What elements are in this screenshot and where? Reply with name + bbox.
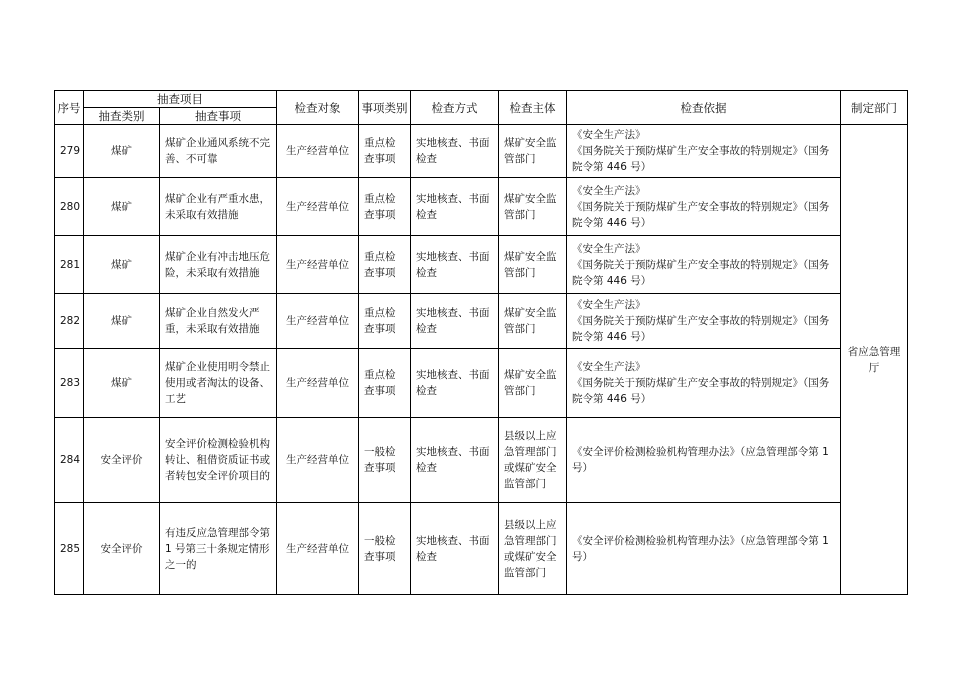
table-row: [55, 294, 908, 349]
row-category: 煤矿: [84, 349, 160, 418]
table-row: [55, 418, 908, 503]
row-type: 一般检查事项: [359, 418, 411, 503]
row-basis: [567, 125, 841, 178]
row-category: 煤矿: [84, 294, 160, 349]
row-subject: 煤矿安全监管部门: [499, 294, 567, 349]
header-seq: 序号: [55, 91, 84, 125]
header-dept: 制定部门: [841, 91, 908, 125]
row-type: 重点检查事项: [359, 294, 411, 349]
row-subject: 煤矿安全监管部门: [499, 349, 567, 418]
basis-line: 《安全生产法》: [572, 129, 646, 141]
basis-line: 《国务院关于预防煤矿生产安全事故的特别规定》（国务院令第 446 号）: [572, 315, 830, 343]
basis-line: 《国务院关于预防煤矿生产安全事故的特别规定》（国务院令第 446 号）: [572, 200, 830, 229]
row-method: 实地核查、书面检查: [411, 503, 499, 595]
row-target: 生产经营单位: [277, 294, 359, 349]
row-target: 生产经营单位: [277, 125, 359, 178]
table-row: [55, 178, 908, 236]
basis-line: 《国务院关于预防煤矿生产安全事故的特别规定》（国务院令第 446 号）: [572, 258, 830, 287]
row-type: 重点检查事项: [359, 236, 411, 294]
row-basis: [567, 349, 841, 418]
basis-line: 《安全生产法》: [572, 361, 646, 373]
row-subject: 煤矿安全监管部门: [499, 125, 567, 178]
row-seq: 284: [55, 418, 84, 503]
header-item: 抽查事项: [160, 108, 277, 125]
row-subject: 煤矿安全监管部门: [499, 236, 567, 294]
table-row: [55, 125, 908, 178]
basis-line: 《安全生产法》: [572, 242, 646, 255]
row-method: 实地核查、书面检查: [411, 349, 499, 418]
row-seq: 283: [55, 349, 84, 418]
row-category: 安全评价: [84, 503, 160, 595]
row-target: 生产经营单位: [277, 178, 359, 236]
row-basis: [567, 418, 841, 503]
header-basis: 检查依据: [567, 91, 841, 125]
row-type: 重点检查事项: [359, 178, 411, 236]
row-method: 实地核查、书面检查: [411, 294, 499, 349]
basis-line: 《安全生产法》: [572, 184, 646, 197]
basis-line: 《安全评价检测检验机构管理办法》（应急管理部令第 1 号）: [572, 446, 829, 474]
row-target: 生产经营单位: [277, 418, 359, 503]
basis-line: 《国务院关于预防煤矿生产安全事故的特别规定》（国务院令第 446 号）: [572, 377, 830, 405]
row-item: 有违反应急管理部令第 1 号第三十条规定情形之一的: [160, 503, 277, 595]
row-item: 煤矿企业通风系统不完善、不可靠: [160, 125, 277, 178]
basis-line: 《安全生产法》: [572, 299, 646, 311]
header-project: 抽查项目: [84, 91, 277, 108]
header-method: 检查方式: [411, 91, 499, 125]
table-row: [55, 349, 908, 418]
row-seq: 285: [55, 503, 84, 595]
row-category: 安全评价: [84, 418, 160, 503]
row-category: 煤矿: [84, 125, 160, 178]
header-category: 抽查类别: [84, 108, 160, 125]
row-method: 实地核查、书面检查: [411, 178, 499, 236]
row-type: 重点检查事项: [359, 349, 411, 418]
row-subject: 县级以上应急管理部门或煤矿安全监管部门: [499, 418, 567, 503]
table-header: [55, 91, 908, 125]
row-item: 煤矿企业有严重水患，未采取有效措施: [160, 178, 277, 236]
row-target: 生产经营单位: [277, 503, 359, 595]
basis-line: 《国务院关于预防煤矿生产安全事故的特别规定》（国务院令第 446 号）: [572, 145, 830, 173]
row-type: 一般检查事项: [359, 503, 411, 595]
header-target: 检查对象: [277, 91, 359, 125]
row-item: 安全评价检测检验机构转让、租借资质证书或者转包安全评价项目的: [160, 418, 277, 503]
table-row: [55, 503, 908, 595]
row-item: 煤矿企业有冲击地压危险，未采取有效措施: [160, 236, 277, 294]
row-method: 实地核查、书面检查: [411, 125, 499, 178]
row-subject: 煤矿安全监管部门: [499, 178, 567, 236]
row-basis: [567, 178, 841, 236]
table-body: [55, 125, 908, 595]
row-target: 生产经营单位: [277, 349, 359, 418]
row-seq: 280: [55, 178, 84, 236]
row-category: 煤矿: [84, 178, 160, 236]
header-subject: 检查主体: [499, 91, 567, 125]
inspection-table: [54, 90, 908, 595]
row-seq: 279: [55, 125, 84, 178]
basis-line: 《安全评价检测检验机构管理办法》（应急管理部令第 1 号）: [572, 534, 829, 563]
row-seq: 281: [55, 236, 84, 294]
row-category: 煤矿: [84, 236, 160, 294]
row-item: 煤矿企业自然发火严重，未采取有效措施: [160, 294, 277, 349]
row-target: 生产经营单位: [277, 236, 359, 294]
row-basis: [567, 294, 841, 349]
row-method: 实地核查、书面检查: [411, 236, 499, 294]
row-subject: 县级以上应急管理部门或煤矿安全监管部门: [499, 503, 567, 595]
header-type: 事项类别: [359, 91, 411, 125]
row-basis: [567, 236, 841, 294]
dept-merged-cell: 省应急管理厅: [841, 125, 908, 595]
row-item: 煤矿企业使用明令禁止使用或者淘汰的设备、工艺: [160, 349, 277, 418]
table-row: [55, 236, 908, 294]
row-type: 重点检查事项: [359, 125, 411, 178]
row-method: 实地核查、书面检查: [411, 418, 499, 503]
row-seq: 282: [55, 294, 84, 349]
row-basis: [567, 503, 841, 595]
